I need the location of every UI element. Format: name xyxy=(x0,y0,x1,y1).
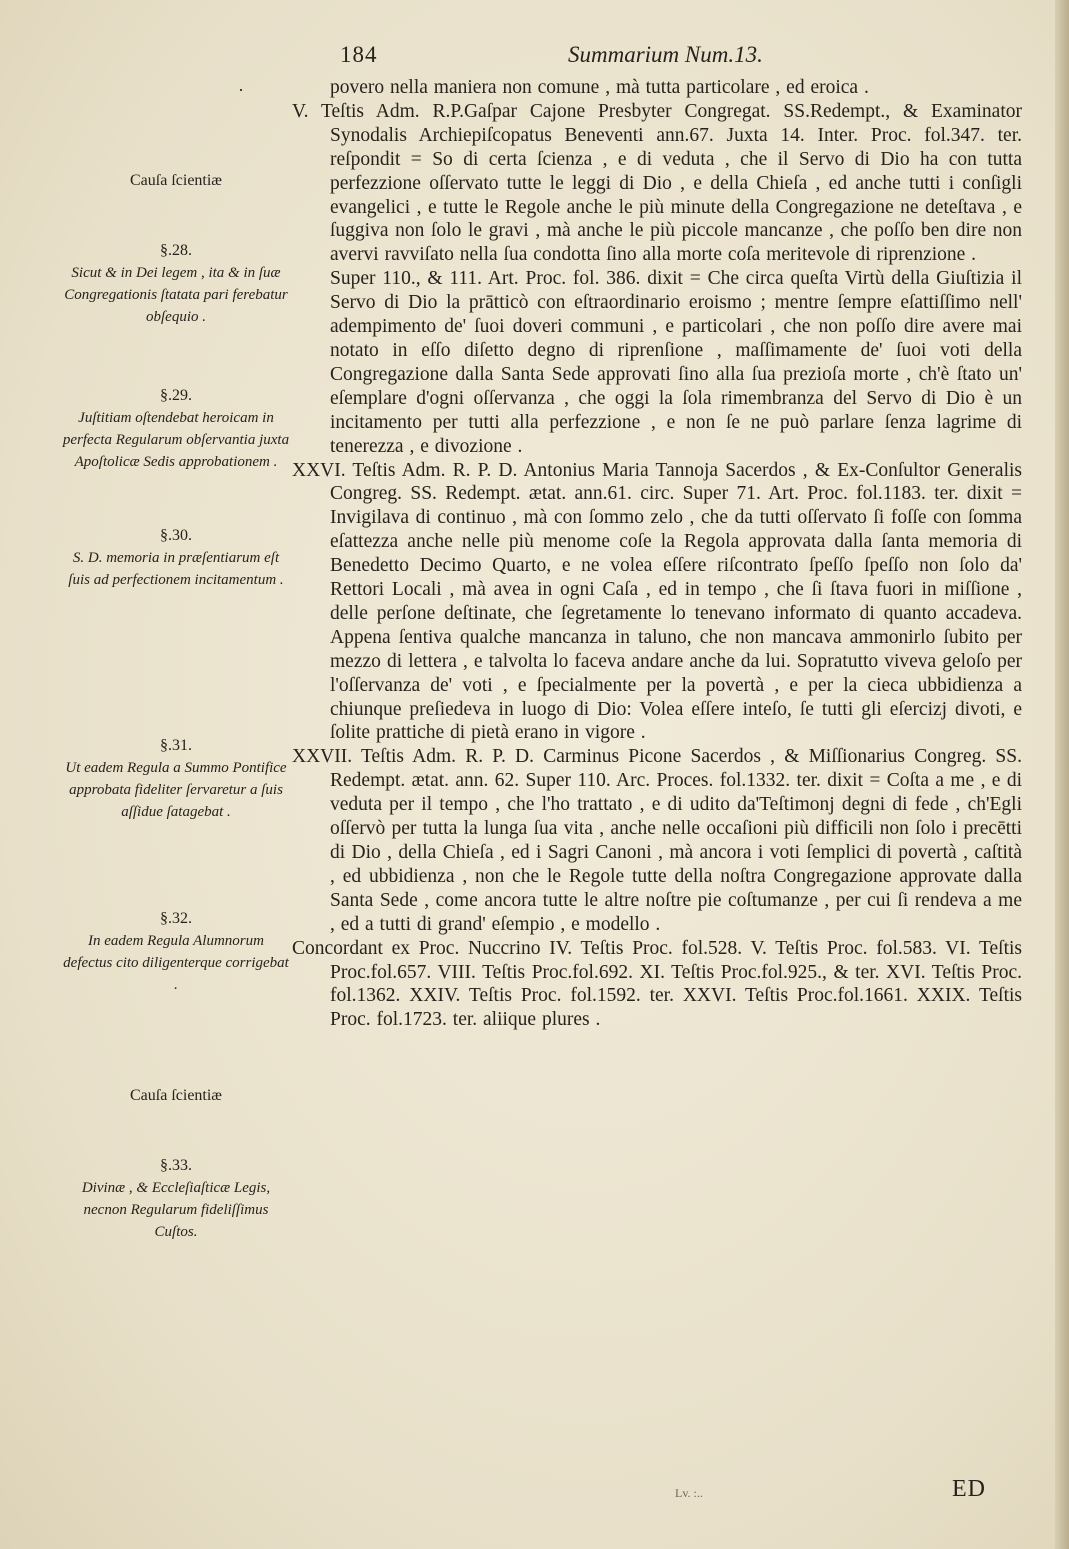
page-number: 184 xyxy=(340,42,378,67)
section-number: §.29. xyxy=(160,387,192,404)
paragraph-witness-xxvi: XXVI. Teſtis Adm. R. P. D. Antonius Maria Tannoja Sacerdos , & Ex-Conſultor Generalis Congreg. SS. Redempt. ætat. ann.61. circ. Super 71. Art. Proc. fol.1183. ter. dixit = Invigilava di continuo , mà con ſommo zelo , che da tutti oſſervato ſi foſſe con ſomma eſattezza anche nelle più menome coſe la Regola approvata dalla ſanta memoria di Benedetto Decimo Quarto, e ne volea eſſere riſcontrato ſpeſſo ſpeſſo non ſolo da' Rettori Locali , mà avea in ogni Caſa , ed in tempo , che ſi ſtava fuori in miſſione , delle perſone deſtinate, che ſegretamente lo tenevano informato di quanto accadeva. Appena ſentiva qualche mancanza in taluno, che non mancava ammonirlo ſubito per mezzo di lettera , e talvolta lo faceva andare anche da lui. Sopratutto viveva geloſo per l'oſſervanza de' voti , e ſpecialmente per la povertà , e per la cieca ubbidienza a chiunque preſiedeva in luogo di Dio: Volea eſſere inteſo, ſe tutti gli eſercizj divoti, e ſolite prattiche di pietà erano in vigore . xyxy=(292,459,1022,744)
page-edge xyxy=(1055,0,1069,1549)
section-number: §.30. xyxy=(160,527,192,544)
paragraph-concordant: Concordant ex Proc. Nuccrino IV. Teſtis Proc. fol.528. V. Teſtis Proc. fol.583. VI. Teſtis Proc.fol.657. VIII. Teſtis Proc.fol.692. XI. Teſtis Proc.fol.925., & ter. XVI. Teſtis Proc. fol.1362. XXIV. Teſtis Proc. fol.1592. ter. XXVI. Teſtis Proc.fol.1661. XXIX. Teſtis Proc. fol.1723. ter. aliique plures . xyxy=(292,937,1022,1031)
paragraph-super-110: Super 110., & 111. Art. Proc. fol. 386. dixit = Che circa queſta Virtù della Giuſtizia il Servo di Dio la prātticò con eſtraordinario eroismo ; mentre ſempre eſattiſſimo nell' adempimento de' ſuoi doveri communi , e particolari , che non poſſo dire avere mai notato in eſſo diſetto degno di riprenſione , maſſimamente de' ſuoi voti della Congregazione dalla Santa Sede approvati ſino alla ſua prezioſa morte , ch'è ſtato un' eſemplare d'ogni oſſervanza , che oggi la ſola rimembranza del Servo di Dio è un incitamento per tutti alla perfezzione , e non ſe ne può parlare ſenza lagrime di tenerezza , e divozione . xyxy=(330,268,1022,457)
margin-label: Cauſa ſcientiæ xyxy=(130,1087,222,1104)
margin-note-29 xyxy=(62,385,290,473)
margin-note-28 xyxy=(62,240,290,328)
section-number: §.32. xyxy=(160,910,192,927)
margin-note-30 xyxy=(62,525,290,591)
margin-note-text: In eadem Regula Alumnorum defectus cito diligenterque corrigebat . xyxy=(63,933,289,993)
paragraph-witness-xxvii: XXVII. Teſtis Adm. R. P. D. Carminus Picone Sacerdos , & Miſſionarius Congreg. SS. Redempt. ætat. ann. 62. Super 110. Arc. Proces. fol.1332. ter. dixit = Coſta a me , e di veduta per il tempo , che l'ho trattato , e di udito da'Teſtimonj degni di fede , ch'Egli oſſervò per tutta la lunga ſua vita , anche nelle occaſioni più difficili non ſolo i precētti di Dio , della Chieſa , ed i Sagri Canoni , mà ancora i voti ſemplici di povertà , caſtità , ed ubbidienza , non che le Regole tutte della noſtra Congregazione approvate dalla Santa Sede , come ancora tutte le altre noſtre pie coſtumanze , per cui ſi rendeva a me , ed a tutti di grand' eſempio , e modello . xyxy=(292,746,1022,935)
margin-note-32 xyxy=(62,908,290,996)
section-number: §.33. xyxy=(160,1157,192,1174)
signature-mark: ED xyxy=(952,1476,986,1502)
margin-causa-scientiae-1 xyxy=(62,170,290,192)
paragraph-continuation: povero nella maniera non comune , mà tutta particolare , ed eroica . xyxy=(330,77,869,98)
margin-causa-scientiae-2 xyxy=(62,1085,290,1107)
margin-note-text: Sicut & in Dei legem , ita & in ſuæ Congregationis ſtatata pari ferebatur obſequio . xyxy=(64,265,288,325)
main-text xyxy=(292,76,1022,1032)
margin-note-31 xyxy=(62,735,290,823)
ink-dot: · xyxy=(238,80,244,100)
running-title: Summarium Num.13. xyxy=(568,42,763,67)
margin-note-text: Divinæ , & Eccleſiaſticæ Legis, necnon Regularum fideliſſimus Cuſtos. xyxy=(81,1180,271,1240)
running-header xyxy=(340,42,820,72)
footer-mark: Lv. :.. xyxy=(675,1486,703,1500)
paragraph-witness-v: V. Teſtis Adm. R.P.Gaſpar Cajone Presbyter Congregat. SS.Redempt., & Examinator Synodalis Archiepiſcopatus Beneventi ann.67. Juxta 14. Inter. Proc. fol.347. ter. reſpondit = So di certa ſcienza , e di veduta , che il Servo di Dio ha con tutta perfezzione oſſervato tutte le leggi di Dio , e della Chieſa , ed anche tutti i conſigli evangelici , e tutte le Regole anche le più minute della Congregazione ne deteſtava , e ſuggiva non ſolo le gravi , mà anche le più piccole mancanze , che poſſo ben dire non avervi ravviſato nella ſua condotta ſino alla morte coſa meritevole di riprenzione . xyxy=(292,100,1022,266)
section-number: §.31. xyxy=(160,737,192,754)
section-number: §.28. xyxy=(160,242,192,259)
margin-label: Cauſa ſcientiæ xyxy=(130,172,222,189)
margin-note-text: S. D. memoria in præſentiarum eſt ſuis ad perfectionem incitamentum . xyxy=(68,550,284,588)
margin-note-text: Juſtitiam oſtendebat heroicam in perfecta Regularum obſervantia juxta Apoſtolicæ Sedis approbationem . xyxy=(62,410,290,470)
margin-note-33 xyxy=(62,1155,290,1243)
margin-note-text: Ut eadem Regula a Summo Pontifice approbata fideliter ſervaretur a ſuis aſſidue ſatagebat . xyxy=(65,760,287,820)
